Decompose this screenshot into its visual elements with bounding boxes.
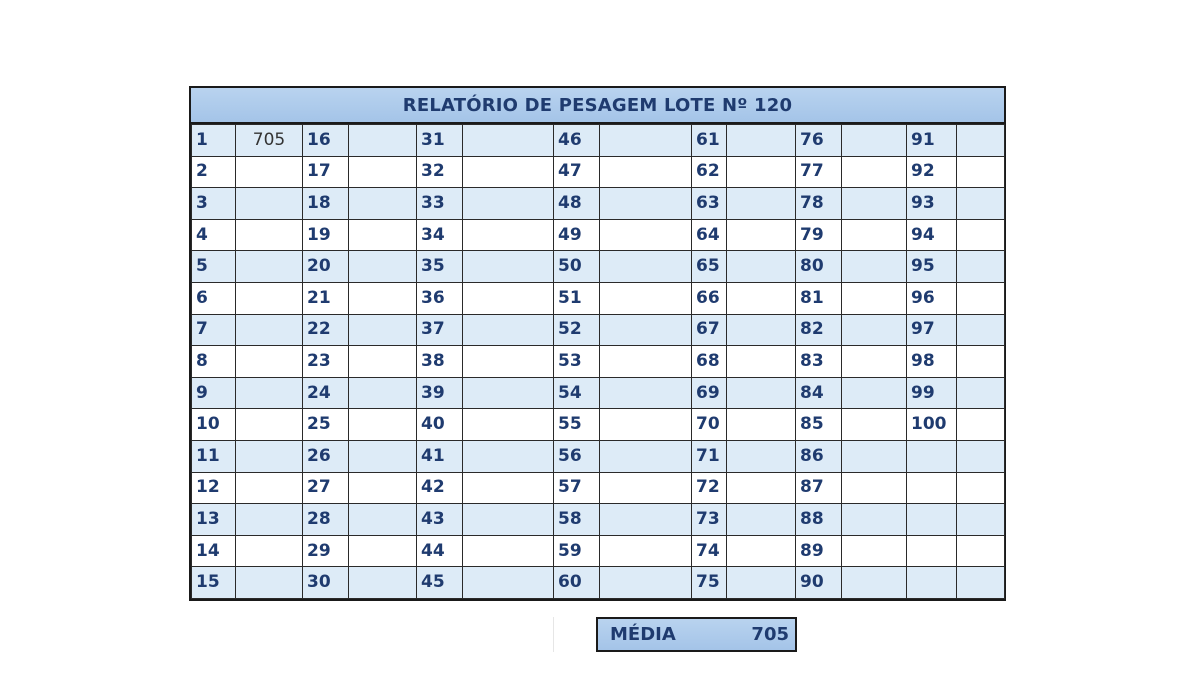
- weight-value[interactable]: [957, 219, 1005, 251]
- entry-number: 19: [303, 219, 349, 251]
- weight-value[interactable]: [957, 125, 1005, 157]
- weight-value[interactable]: [463, 567, 554, 599]
- entry-number: 89: [796, 535, 842, 567]
- entry-number: 98: [907, 346, 957, 378]
- entry-number: 70: [692, 409, 727, 441]
- weight-value[interactable]: [236, 156, 303, 188]
- table-row: [192, 472, 1005, 504]
- weight-value[interactable]: [957, 472, 1005, 504]
- weight-value[interactable]: [463, 219, 554, 251]
- weight-value[interactable]: [236, 567, 303, 599]
- entry-number: 80: [796, 251, 842, 283]
- weight-value[interactable]: [236, 314, 303, 346]
- entry-number: 65: [692, 251, 727, 283]
- weight-value[interactable]: [957, 188, 1005, 220]
- entry-number: 77: [796, 156, 842, 188]
- entry-number: 61: [692, 125, 727, 157]
- entry-number: 43: [417, 504, 463, 536]
- table-row: [192, 535, 1005, 567]
- table-row: [192, 125, 1005, 157]
- entry-number: 42: [417, 472, 463, 504]
- entry-number: [907, 535, 957, 567]
- entry-number: 21: [303, 282, 349, 314]
- table-row: [192, 156, 1005, 188]
- weight-value[interactable]: [727, 535, 796, 567]
- weight-value[interactable]: [957, 567, 1005, 599]
- entry-number: 74: [692, 535, 727, 567]
- weight-value[interactable]: [349, 504, 417, 536]
- entry-number: [907, 440, 957, 472]
- entry-number: 69: [692, 377, 727, 409]
- table-row: [192, 219, 1005, 251]
- entry-number: 72: [692, 472, 727, 504]
- entry-number: 91: [907, 125, 957, 157]
- weight-value[interactable]: [349, 377, 417, 409]
- entry-number: 1: [192, 125, 236, 157]
- entry-number: 79: [796, 219, 842, 251]
- weight-value[interactable]: [842, 535, 907, 567]
- entry-number: 5: [192, 251, 236, 283]
- weight-value[interactable]: [727, 346, 796, 378]
- entry-number: 34: [417, 219, 463, 251]
- weight-value[interactable]: [236, 219, 303, 251]
- weight-value[interactable]: [463, 472, 554, 504]
- entry-number: 60: [554, 567, 600, 599]
- table-row: [192, 251, 1005, 283]
- entry-number: 37: [417, 314, 463, 346]
- weight-value[interactable]: [600, 156, 692, 188]
- weight-value[interactable]: [842, 472, 907, 504]
- weight-value[interactable]: [600, 377, 692, 409]
- weight-value[interactable]: [842, 314, 907, 346]
- table-row: [192, 409, 1005, 441]
- weight-value[interactable]: [842, 504, 907, 536]
- weight-value[interactable]: [842, 156, 907, 188]
- entry-number: 95: [907, 251, 957, 283]
- entry-number: 46: [554, 125, 600, 157]
- weight-value[interactable]: [957, 346, 1005, 378]
- weight-value[interactable]: [463, 125, 554, 157]
- weight-value[interactable]: [600, 125, 692, 157]
- weight-value[interactable]: [957, 377, 1005, 409]
- weight-value[interactable]: [463, 504, 554, 536]
- weight-value[interactable]: [842, 409, 907, 441]
- weight-value[interactable]: [463, 156, 554, 188]
- entry-number: 3: [192, 188, 236, 220]
- entry-number: 85: [796, 409, 842, 441]
- table-row: [192, 314, 1005, 346]
- weight-value[interactable]: [349, 472, 417, 504]
- average-box: [596, 617, 797, 652]
- entry-number: 35: [417, 251, 463, 283]
- entry-number: 30: [303, 567, 349, 599]
- weight-value[interactable]: [600, 535, 692, 567]
- weight-value[interactable]: [600, 251, 692, 283]
- entry-number: 50: [554, 251, 600, 283]
- entry-number: 97: [907, 314, 957, 346]
- table-row: [192, 504, 1005, 536]
- weight-value[interactable]: [463, 409, 554, 441]
- entry-number: 84: [796, 377, 842, 409]
- entry-number: 100: [907, 409, 957, 441]
- table-row: [192, 377, 1005, 409]
- entry-number: 23: [303, 346, 349, 378]
- weight-value[interactable]: [236, 282, 303, 314]
- entry-number: 40: [417, 409, 463, 441]
- weight-value[interactable]: [349, 156, 417, 188]
- table-row: [192, 188, 1005, 220]
- entry-number: 68: [692, 346, 727, 378]
- entry-number: 22: [303, 314, 349, 346]
- entry-number: 20: [303, 251, 349, 283]
- weight-value[interactable]: [463, 188, 554, 220]
- table-row: [192, 346, 1005, 378]
- weight-value[interactable]: [727, 125, 796, 157]
- entry-number: 12: [192, 472, 236, 504]
- entry-number: 33: [417, 188, 463, 220]
- entry-number: 2: [192, 156, 236, 188]
- weight-value[interactable]: [236, 409, 303, 441]
- weight-value[interactable]: [727, 472, 796, 504]
- weight-value[interactable]: [727, 314, 796, 346]
- weight-value[interactable]: [463, 535, 554, 567]
- weight-value[interactable]: [727, 377, 796, 409]
- weight-value[interactable]: [727, 219, 796, 251]
- entry-number: 86: [796, 440, 842, 472]
- weight-value[interactable]: [842, 251, 907, 283]
- weight-value[interactable]: [600, 188, 692, 220]
- weight-value[interactable]: [957, 251, 1005, 283]
- entry-number: 38: [417, 346, 463, 378]
- weight-value[interactable]: [236, 472, 303, 504]
- weight-value[interactable]: [236, 188, 303, 220]
- weight-value[interactable]: [349, 440, 417, 472]
- entry-number: 75: [692, 567, 727, 599]
- weight-value[interactable]: [349, 314, 417, 346]
- entry-number: 25: [303, 409, 349, 441]
- entry-number: [907, 567, 957, 599]
- weight-value[interactable]: [463, 282, 554, 314]
- weight-value[interactable]: [600, 282, 692, 314]
- weight-value[interactable]: [600, 314, 692, 346]
- entry-number: 54: [554, 377, 600, 409]
- weight-value[interactable]: [842, 567, 907, 599]
- weight-value[interactable]: [236, 346, 303, 378]
- entry-number: 51: [554, 282, 600, 314]
- entry-number: 93: [907, 188, 957, 220]
- entry-number: 24: [303, 377, 349, 409]
- weight-value[interactable]: [727, 156, 796, 188]
- entry-number: 44: [417, 535, 463, 567]
- weight-value[interactable]: [957, 282, 1005, 314]
- weight-value[interactable]: [463, 251, 554, 283]
- entry-number: 39: [417, 377, 463, 409]
- weight-value[interactable]: [727, 567, 796, 599]
- entry-number: 53: [554, 346, 600, 378]
- entry-number: 45: [417, 567, 463, 599]
- entry-number: 73: [692, 504, 727, 536]
- weight-value[interactable]: [349, 282, 417, 314]
- weight-value[interactable]: [349, 219, 417, 251]
- weight-value[interactable]: [463, 377, 554, 409]
- entry-number: 48: [554, 188, 600, 220]
- weight-value[interactable]: [600, 504, 692, 536]
- entry-number: 18: [303, 188, 349, 220]
- entry-number: 4: [192, 219, 236, 251]
- weight-value[interactable]: [842, 219, 907, 251]
- weight-value[interactable]: [236, 535, 303, 567]
- weight-value[interactable]: [957, 440, 1005, 472]
- entry-number: 94: [907, 219, 957, 251]
- weight-value[interactable]: [463, 346, 554, 378]
- entry-number: 92: [907, 156, 957, 188]
- weight-value[interactable]: [600, 567, 692, 599]
- table-row: [192, 567, 1005, 599]
- entry-number: 41: [417, 440, 463, 472]
- weight-value[interactable]: [600, 472, 692, 504]
- entry-number: 47: [554, 156, 600, 188]
- entry-number: 63: [692, 188, 727, 220]
- entry-number: 66: [692, 282, 727, 314]
- entry-number: 17: [303, 156, 349, 188]
- sheet-gridline: [553, 617, 554, 652]
- entry-number: [907, 504, 957, 536]
- table-row: [192, 440, 1005, 472]
- entry-number: 96: [907, 282, 957, 314]
- weight-value[interactable]: [600, 346, 692, 378]
- entry-number: 88: [796, 504, 842, 536]
- weight-value[interactable]: [842, 377, 907, 409]
- weight-value[interactable]: [349, 346, 417, 378]
- entry-number: 32: [417, 156, 463, 188]
- weight-value[interactable]: [842, 282, 907, 314]
- weight-value[interactable]: [236, 251, 303, 283]
- weight-value[interactable]: [842, 125, 907, 157]
- entry-number: 16: [303, 125, 349, 157]
- entry-number: 82: [796, 314, 842, 346]
- entry-number: 36: [417, 282, 463, 314]
- entry-number: 8: [192, 346, 236, 378]
- entry-number: 27: [303, 472, 349, 504]
- weight-value[interactable]: [727, 409, 796, 441]
- entry-number: 29: [303, 535, 349, 567]
- weight-value[interactable]: [727, 504, 796, 536]
- entry-number: 6: [192, 282, 236, 314]
- weight-value[interactable]: [957, 535, 1005, 567]
- weight-value[interactable]: [727, 440, 796, 472]
- entry-number: 14: [192, 535, 236, 567]
- entry-number: 90: [796, 567, 842, 599]
- weight-value[interactable]: [463, 314, 554, 346]
- entry-number: [907, 472, 957, 504]
- weight-value[interactable]: [727, 188, 796, 220]
- entry-number: 11: [192, 440, 236, 472]
- entry-number: 64: [692, 219, 727, 251]
- weight-value[interactable]: [463, 440, 554, 472]
- entry-number: 15: [192, 567, 236, 599]
- entry-number: 59: [554, 535, 600, 567]
- weight-value[interactable]: 705: [236, 125, 303, 157]
- weight-value[interactable]: [957, 156, 1005, 188]
- weight-value[interactable]: [842, 188, 907, 220]
- weight-value[interactable]: [349, 535, 417, 567]
- entry-number: 7: [192, 314, 236, 346]
- weight-value[interactable]: [600, 440, 692, 472]
- entry-number: 67: [692, 314, 727, 346]
- entry-number: 62: [692, 156, 727, 188]
- entry-number: 49: [554, 219, 600, 251]
- entry-number: 56: [554, 440, 600, 472]
- entry-number: 83: [796, 346, 842, 378]
- weight-value[interactable]: [842, 346, 907, 378]
- weighing-grid: [191, 124, 1005, 599]
- entry-number: 55: [554, 409, 600, 441]
- entry-number: 99: [907, 377, 957, 409]
- weight-value[interactable]: [349, 188, 417, 220]
- entry-number: 9: [192, 377, 236, 409]
- entry-number: 76: [796, 125, 842, 157]
- entry-number: 57: [554, 472, 600, 504]
- weighing-report-sheet: [189, 86, 1006, 601]
- weight-value[interactable]: [727, 282, 796, 314]
- average-value: 705: [751, 624, 789, 645]
- weight-value[interactable]: [842, 440, 907, 472]
- weight-value[interactable]: [236, 504, 303, 536]
- weight-value[interactable]: [349, 125, 417, 157]
- entry-number: 58: [554, 504, 600, 536]
- table-row: [192, 282, 1005, 314]
- entry-number: 28: [303, 504, 349, 536]
- report-title: RELATÓRIO DE PESAGEM LOTE Nº 120: [191, 88, 1004, 124]
- entry-number: 87: [796, 472, 842, 504]
- weight-value[interactable]: [600, 409, 692, 441]
- weight-value[interactable]: [957, 314, 1005, 346]
- weight-value[interactable]: [349, 567, 417, 599]
- weight-value[interactable]: [600, 219, 692, 251]
- entry-number: 71: [692, 440, 727, 472]
- entry-number: 78: [796, 188, 842, 220]
- weight-value[interactable]: [349, 409, 417, 441]
- entry-number: 31: [417, 125, 463, 157]
- weight-value[interactable]: [727, 251, 796, 283]
- entry-number: 13: [192, 504, 236, 536]
- entry-number: 52: [554, 314, 600, 346]
- weight-value[interactable]: [236, 377, 303, 409]
- weight-value[interactable]: [957, 409, 1005, 441]
- average-label: MÉDIA: [610, 624, 676, 645]
- entry-number: 10: [192, 409, 236, 441]
- entry-number: 26: [303, 440, 349, 472]
- weight-value[interactable]: [349, 251, 417, 283]
- weight-value[interactable]: [957, 504, 1005, 536]
- entry-number: 81: [796, 282, 842, 314]
- weight-value[interactable]: [236, 440, 303, 472]
